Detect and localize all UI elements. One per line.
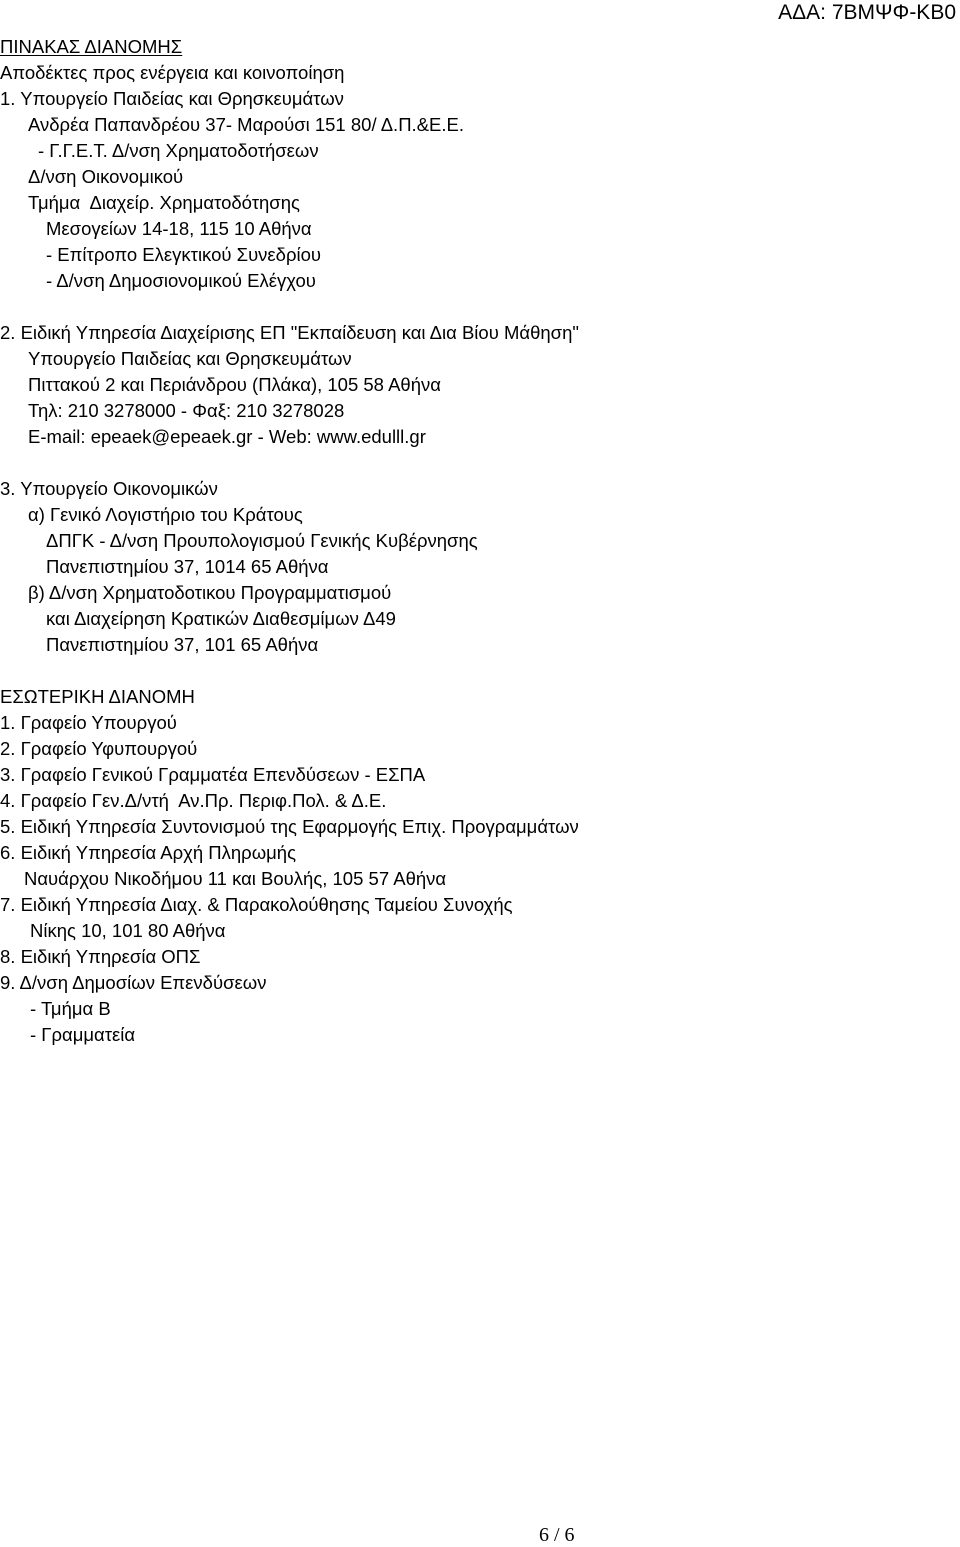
recipient-2-line: 2. Ειδική Υπηρεσία Διαχείρισης ΕΠ "Εκπαίδευση και Δια Βίου Μάθηση" [0,322,579,343]
recipient-2-phone: Τηλ: 210 3278000 - Φαξ: 210 3278028 [28,400,345,421]
recipient-1-line: - Επίτροπο Ελεγκτικού Συνεδρίου [46,244,322,265]
recipient-1-line: - Δ/νση Δημοσιονομικού Ελέγχου [46,270,316,291]
internal-item: 1. Γραφείο Υπουργού [0,712,177,733]
internal-item: 7. Ειδική Υπηρεσία Διαχ. & Παρακολούθησης Ταμείου Συνοχής [0,894,513,915]
recipient-2-line: Υπουργείο Παιδείας και Θρησκευμάτων [28,348,352,369]
internal-item: 2. Γραφείο Υφυπουργού [0,738,198,759]
recipient-2-address: Πιττακού 2 και Περιάνδρου (Πλάκα), 105 58 Αθήνα [28,374,441,395]
internal-subitem: - Τμήμα Β [30,998,111,1019]
internal-item: 6. Ειδική Υπηρεσία Αρχή Πληρωμής [0,842,297,863]
recipients-heading: Αποδέκτες προς ενέργεια και κοινοποίηση [0,62,345,83]
recipient-3-line: και Διαχείρηση Κρατικών Διαθεσμίμων Δ49 [46,608,396,629]
recipient-1-line: Δ/νση Οικονομικού [28,166,184,187]
internal-subitem: - Γραμματεία [30,1024,136,1045]
recipient-3-address: Πανεπιστημίου 37, 1014 65 Αθήνα [46,556,329,577]
internal-item-address: Ναυάρχου Νικοδήμου 11 και Βουλής, 105 57 Αθήνα [24,868,447,889]
internal-item: 4. Γραφείο Γεν.Δ/ντή Αν.Πρ. Περιφ.Πολ. & Δ.Ε. [0,790,387,811]
distribution-table-title: ΠΙΝΑΚΑΣ ΔΙΑΝΟΜΗΣ [0,36,183,57]
recipient-3-address: Πανεπιστημίου 37, 101 65 Αθήνα [46,634,319,655]
internal-item-address: Νίκης 10, 101 80 Αθήνα [30,920,226,941]
page-number: 6 / 6 [539,1524,575,1546]
recipient-3-line: β) Δ/νση Χρηματοδοτικου Προγραμματισμού [28,582,392,603]
recipient-3-line: 3. Υπουργείο Οικονομικών [0,478,218,499]
recipient-3-line: α) Γενικό Λογιστήριο του Κράτους [28,504,303,525]
recipient-1-line: Μεσογείων 14-18, 115 10 Αθήνα [46,218,312,239]
recipient-1-line: 1. Υπουργείο Παιδείας και Θρησκευμάτων [0,88,344,109]
ada-code: ΑΔΑ: 7ΒΜΨΦ-ΚΒ0 [778,1,956,24]
internal-item: 8. Ειδική Υπηρεσία ΟΠΣ [0,946,201,967]
recipient-1-address: Ανδρέα Παπανδρέου 37- Μαρούσι 151 80/ Δ.Π.&Ε.Ε. [28,114,464,135]
internal-item: 9. Δ/νση Δημοσίων Επενδύσεων [0,972,267,993]
internal-item: 3. Γραφείο Γενικού Γραμματέα Επενδύσεων - ΕΣΠΑ [0,764,426,785]
recipient-2-email: E-mail: epeaek@epeaek.gr - Web: www.edulll.gr [28,426,426,447]
recipient-3-line: ΔΠΓΚ - Δ/νση Προυπολογισμού Γενικής Κυβέρνησης [46,530,478,551]
internal-distribution-title: ΕΣΩΤΕΡΙΚΗ ΔΙΑΝΟΜΗ [0,686,195,707]
recipient-1-line: - Γ.Γ.Ε.Τ. Δ/νση Χρηματοδοτήσεων [38,140,319,161]
internal-item: 5. Ειδική Υπηρεσία Συντονισμού της Εφαρμογής Επιχ. Προγραμμάτων [0,816,579,837]
recipient-1-line: Τμήμα Διαχείρ. Χρηματοδότησης [28,192,300,213]
